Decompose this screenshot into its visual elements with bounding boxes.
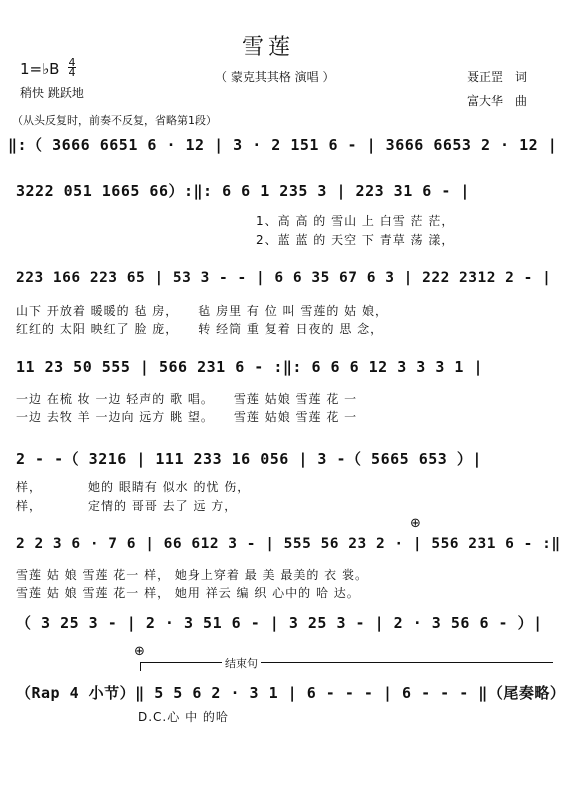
score-line-1: ‖:（ 3666 6651 6 · 12 | 3 · 2 151 6 - | 3666 6653 2 · 12 | — [8, 136, 558, 154]
lyric-line-3-verse-2: 红红的 太阳 映红了 脸 庞， 转 经筒 重 复着 日夜的 思 念， — [16, 322, 384, 336]
lyric-line-8: D.C.心 中 的哈 — [138, 710, 229, 724]
score-line-7: （ 3 25 3 - | 2 · 3 51 6 - | 3 25 3 - | 2 · 3 56 6 - ）| — [16, 614, 543, 632]
score-line-6: 2 2 3 6 · 7 6 | 66 612 3 - | 555 56 23 2 · | 556 231 6 - :‖ — [16, 536, 561, 552]
tempo-marking: 稍快 跳跃地 — [20, 86, 84, 100]
ending-label: 结束句 — [222, 655, 261, 671]
lyric-line-2-verse-1: 1、高 高 的 雪山 上 白雪 茫 茫， — [256, 214, 455, 228]
lyric-line-6-verse-2: 雪莲 姑 娘 雪莲 花一 样， 她用 祥云 编 织 心中的 哈 达。 — [16, 586, 360, 600]
lyricist-credit: 聂正罡 词 — [467, 70, 528, 84]
lyric-line-3-verse-1: 山下 开放着 暖暖的 毡 房， 毡 房里 有 位 叫 雪莲的 姑 娘， — [16, 304, 388, 318]
score-line-4: 11 23 50 555 | 566 231 6 - :‖: 6 6 6 12 3 3 3 1 | — [16, 358, 484, 376]
time-signature: 4 4 — [68, 56, 76, 79]
lyric-line-2-verse-2: 2、蓝 蓝 的 天空 下 青草 荡 漾， — [256, 233, 455, 247]
lyric-line-4-verse-1: 一边 在梳 妆 一边 轻声的 歌 唱。 雪莲 姑娘 雪莲 花 一 — [16, 392, 358, 406]
ending-bracket — [140, 662, 553, 671]
composer-credit: 富大华 曲 — [467, 94, 528, 108]
score-line-8: （Rap 4 小节）‖ 5 5 6 2 · 3 1 | 6 - - - | 6 - - - ‖（尾奏略） — [16, 684, 566, 702]
song-title: 雪莲 — [242, 35, 295, 60]
coda-icon: ⊕ — [134, 644, 145, 659]
repeat-note: （从头反复时，前奏不反复，省略第1段） — [12, 114, 217, 127]
lyric-line-4-verse-2: 一边 去牧 羊 一边向 远方 眺 望。 雪莲 姑娘 雪莲 花 一 — [16, 410, 358, 424]
score-line-3: 223 166 223 65 | 53 3 - - | 6 6 35 67 6 3 | 222 2312 2 - | — [16, 270, 552, 286]
score-line-2: 3222 051 1665 66）:‖: 6 6 1 235 3 | 223 31 6 - | — [16, 182, 470, 200]
score-line-5: 2 - -（ 3216 | 111 233 16 056 | 3 -（ 5665 653 ）| — [16, 450, 482, 468]
lyric-line-5-verse-2: 样， 定情的 哥哥 去了 远 方， — [16, 499, 238, 513]
key-signature: 1=♭B — [20, 60, 60, 78]
performer-credit: （ 蒙克其其格 演唱 ） — [215, 70, 335, 84]
lyric-line-6-verse-1: 雪莲 姑 娘 雪莲 花一 样， 她身上穿着 最 美 最美的 衣 裳。 — [16, 568, 368, 582]
coda-icon: ⊕ — [410, 516, 421, 531]
lyric-line-5-verse-1: 样， 她的 眼睛有 似水 的忧 伤， — [16, 480, 251, 494]
